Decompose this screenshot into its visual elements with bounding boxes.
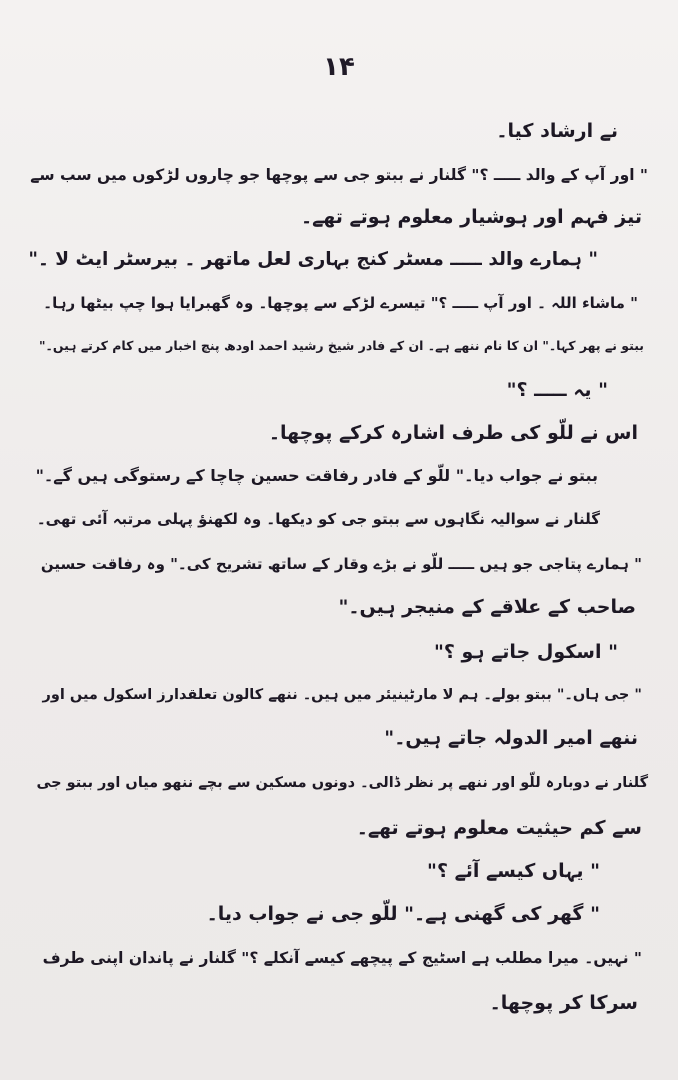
text-line: صاحب کے علاقے کے منیجر ہیں۔" (338, 596, 636, 618)
text-line: نے ارشاد کیا۔ (496, 120, 618, 142)
text-line: " گھر کی گھنی ہے۔" للّو جی نے جواب دیا۔ (206, 903, 600, 925)
text-line: ببتو نے جواب دیا۔" للّو کے فادر رفاقت حسین چاچا کے رستوگی ہیں گے۔" (35, 466, 598, 485)
text-line: " یہاں کیسے آئے ؟" (427, 860, 600, 882)
text-line: " نہیں۔ میرا مطلب ہے اسٹیج کے پیچھے کیسے آنکلے ؟" گلنار نے پاندان اپنی طرف (42, 949, 642, 967)
text-line: گلنار نے سوالیہ نگاہوں سے ببتو جی کو دیکھا۔ وہ لکھنؤ پہلی مرتبہ آئی تھی۔ (36, 510, 600, 528)
text-line: گلنار نے دوبارہ للّو اور ننھے پر نظر ڈالی۔ دونوں مسکین سے بچے ننھو میاں اور ببتو جی (36, 775, 648, 791)
text-line: " جی ہاں۔" ببتو بولے۔ ہم لا مارٹینیئر میں ہیں۔ ننھے کالون تعلقدارز اسکول میں اور (42, 687, 642, 703)
text-line: " ماشاء اللہ ۔ اور آپ ـــــ ؟" تیسرے لڑکے سے پوچھا۔ وہ گھبرایا ہوا چپ بیٹھا رہا۔ (43, 294, 638, 312)
text-line: ببتو نے پھر کہا۔" ان کا نام ننھے ہے۔ ان کے فادر شیخ رشید احمد اودھ پنچ اخبار میں کام کرتے ہیں۔" (38, 338, 644, 353)
text-line: " یہ ـــــ ؟" (506, 379, 608, 401)
text-line: سرکا کر پوچھا۔ (489, 992, 638, 1014)
text-line: اس نے للّو کی طرف اشارہ کرکے پوچھا۔ (268, 422, 638, 444)
text-line: ننھے امیر الدولہ جاتے ہیں۔" (384, 727, 638, 749)
text-line: " ہمارے پتاجی جو ہیں ـــــ للّو نے بڑے وقار کے ساتھ تشریح کی۔" وہ رفاقت حسین (40, 555, 642, 573)
text-line: سے کم حیثیت معلوم ہوتے تھے۔ (356, 817, 642, 839)
page-number: ۱۴ (323, 52, 355, 82)
text-line: تیز فہم اور ہوشیار معلوم ہوتے تھے۔ (300, 206, 642, 228)
text-line: " ہمارے والد ـــــ مسٹر کنج بہاری لعل ماتھر ۔ بیرسٹر ایٹ لا ۔" (28, 249, 598, 270)
text-line: " اسکول جاتے ہو ؟" (433, 641, 618, 663)
text-line: " اور آپ کے والد ـــــ ؟" گلنار نے ببتو جی سے پوچھا جو چاروں لڑکوں میں سب سے (30, 166, 648, 184)
